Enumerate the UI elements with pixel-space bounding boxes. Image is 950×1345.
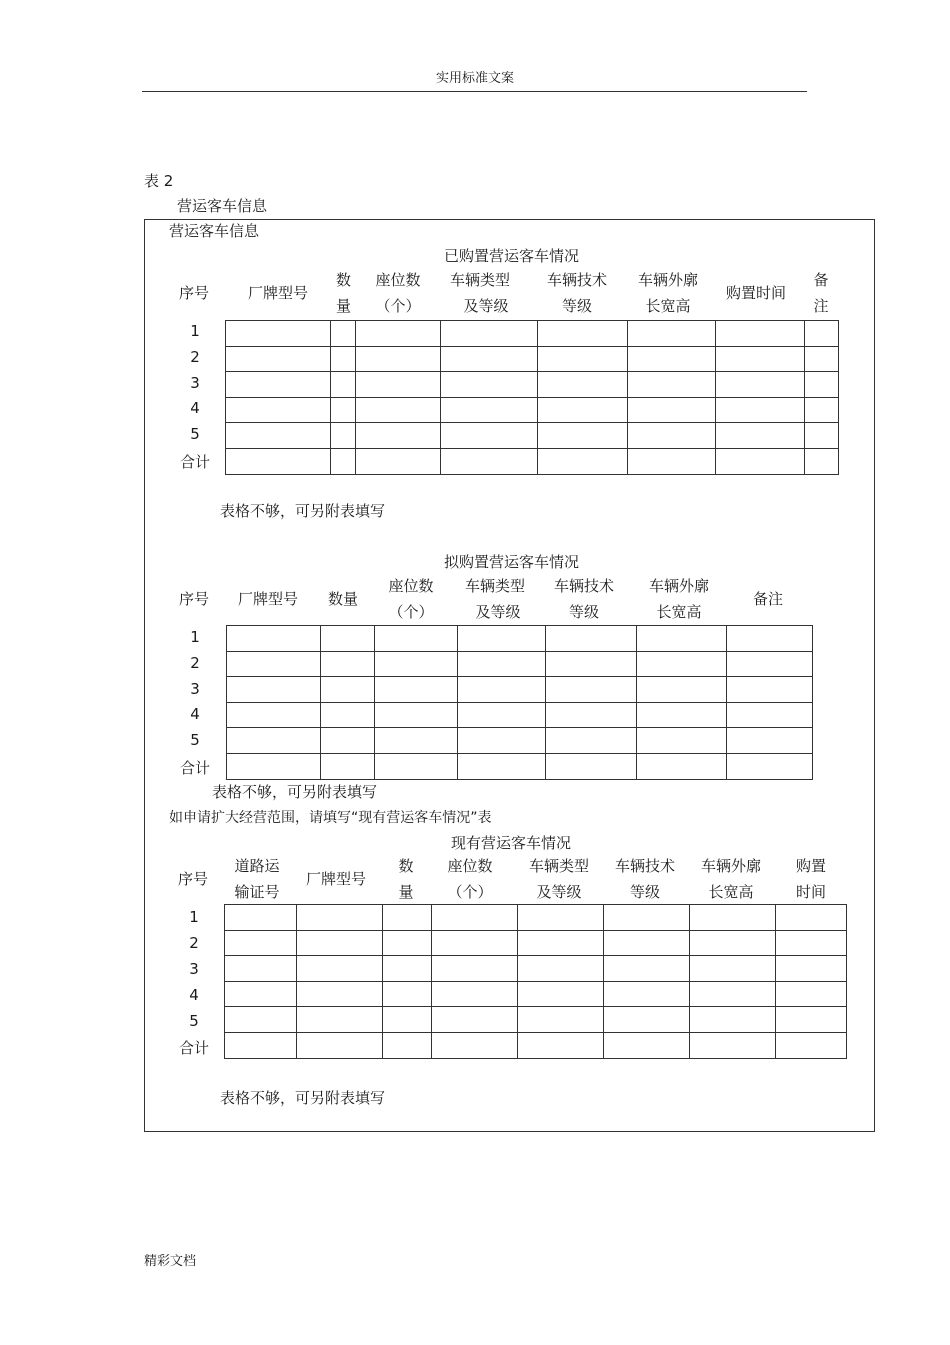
planned-table (226, 625, 813, 780)
planned-title: 拟购置营运客车情况 (444, 553, 580, 571)
planned-col-type-2: 及等级 (475, 603, 521, 621)
page-header-title: 实用标准文案 (435, 71, 514, 86)
table-row (227, 753, 813, 779)
planned-col-tech-2: 等级 (568, 603, 599, 621)
table-row (226, 448, 839, 474)
table-row (225, 930, 847, 956)
existing-col-permit-2: 输证号 (234, 883, 280, 901)
purchased-row-label: 3 (190, 374, 200, 392)
purchased-col-seat-1: 座位数 (375, 271, 421, 289)
table-row (227, 651, 813, 677)
purchased-col-dim-1: 车辆外廓 (637, 271, 698, 289)
planned-col-seat-2: （个） (388, 603, 434, 621)
table-row (225, 981, 847, 1007)
purchased-col-type-2: 及等级 (463, 297, 509, 315)
existing-table (224, 904, 847, 1059)
planned-col-note: 备注 (752, 590, 783, 608)
planned-col-dim-1: 车辆外廓 (648, 577, 709, 595)
purchased-col-note-1: 备 (813, 271, 829, 289)
existing-col-time-1: 购置 (795, 857, 826, 875)
table-row (226, 321, 839, 347)
planned-col-tech-1: 车辆技术 (553, 577, 614, 595)
header-divider (142, 91, 807, 92)
existing-col-type-1: 车辆类型 (528, 857, 589, 875)
planned-row-label: 1 (190, 628, 200, 646)
table-row (225, 1007, 847, 1033)
purchased-col-tech-2: 等级 (561, 297, 592, 315)
planned-col-seq: 序号 (178, 590, 209, 608)
purchased-col-qty-1: 数 (335, 271, 351, 289)
existing-row-label: 5 (189, 1012, 199, 1030)
existing-col-permit-1: 道路运 (234, 857, 280, 875)
section-title: 营运客车信息 (177, 197, 268, 215)
purchased-col-seq: 序号 (178, 284, 209, 302)
existing-col-brand: 厂牌型号 (305, 870, 366, 888)
planned-note: 表格不够，可另附表填写 (212, 783, 378, 801)
existing-note: 表格不够，可另附表填写 (220, 1089, 386, 1107)
box-title: 营运客车信息 (169, 222, 260, 240)
purchased-col-note-2: 注 (813, 297, 829, 315)
table-row (225, 956, 847, 982)
purchased-title: 已购置营运客车情况 (444, 247, 580, 265)
table-label: 表 2 (144, 172, 174, 190)
existing-col-time-2: 时间 (795, 883, 826, 901)
existing-col-seq: 序号 (177, 870, 208, 888)
table-row (227, 728, 813, 754)
purchased-col-seat-2: （个） (375, 297, 421, 315)
table-row (227, 626, 813, 652)
table-row (227, 702, 813, 728)
existing-row-label: 3 (189, 960, 199, 978)
table-row (225, 905, 847, 931)
existing-col-dim-1: 车辆外廓 (700, 857, 761, 875)
purchased-row-label: 2 (190, 348, 200, 366)
planned-row-label: 4 (190, 705, 200, 723)
planned-row-label: 3 (190, 680, 200, 698)
existing-col-qty-1: 数 (398, 857, 414, 875)
purchased-table (225, 320, 839, 475)
existing-row-label: 合计 (178, 1039, 209, 1057)
purchased-col-dim-2: 长宽高 (645, 297, 691, 315)
table-row (226, 372, 839, 398)
table-row (226, 423, 839, 449)
planned-col-brand: 厂牌型号 (237, 590, 298, 608)
purchased-col-tech-1: 车辆技术 (546, 271, 607, 289)
planned-col-seat-1: 座位数 (388, 577, 434, 595)
planned-col-dim-2: 长宽高 (656, 603, 702, 621)
planned-row-label: 5 (190, 731, 200, 749)
planned-col-type-1: 车辆类型 (464, 577, 525, 595)
existing-col-seat-2: （个） (447, 883, 493, 901)
table-row (227, 677, 813, 703)
existing-row-label: 4 (189, 986, 199, 1004)
purchased-col-type-1: 车辆类型 (449, 271, 510, 289)
existing-col-type-2: 及等级 (536, 883, 582, 901)
existing-col-seat-1: 座位数 (447, 857, 493, 875)
planned-col-qty: 数量 (327, 590, 358, 608)
existing-row-label: 1 (189, 908, 199, 926)
purchased-row-label: 1 (190, 322, 200, 340)
purchased-row-label: 4 (190, 399, 200, 417)
table-row (226, 346, 839, 372)
existing-col-tech-1: 车辆技术 (614, 857, 675, 875)
page-footer: 精彩文档 (144, 1254, 197, 1269)
purchased-col-qty-2: 量 (335, 297, 351, 315)
purchased-row-label: 5 (190, 425, 200, 443)
existing-col-dim-2: 长宽高 (708, 883, 754, 901)
existing-col-tech-2: 等级 (629, 883, 660, 901)
table-row (226, 397, 839, 423)
expand-scope-note: 如申请扩大经营范围，请填写“现有营运客车情况”表 (169, 810, 492, 826)
existing-title: 现有营运客车情况 (451, 834, 572, 852)
planned-row-label: 合计 (179, 759, 210, 777)
purchased-row-label: 合计 (179, 453, 210, 471)
existing-row-label: 2 (189, 934, 199, 952)
purchased-col-time: 购置时间 (725, 284, 786, 302)
table-row (225, 1032, 847, 1058)
planned-row-label: 2 (190, 654, 200, 672)
purchased-col-brand: 厂牌型号 (247, 284, 308, 302)
purchased-note: 表格不够，可另附表填写 (220, 502, 386, 520)
existing-col-qty-2: 量 (398, 883, 414, 901)
